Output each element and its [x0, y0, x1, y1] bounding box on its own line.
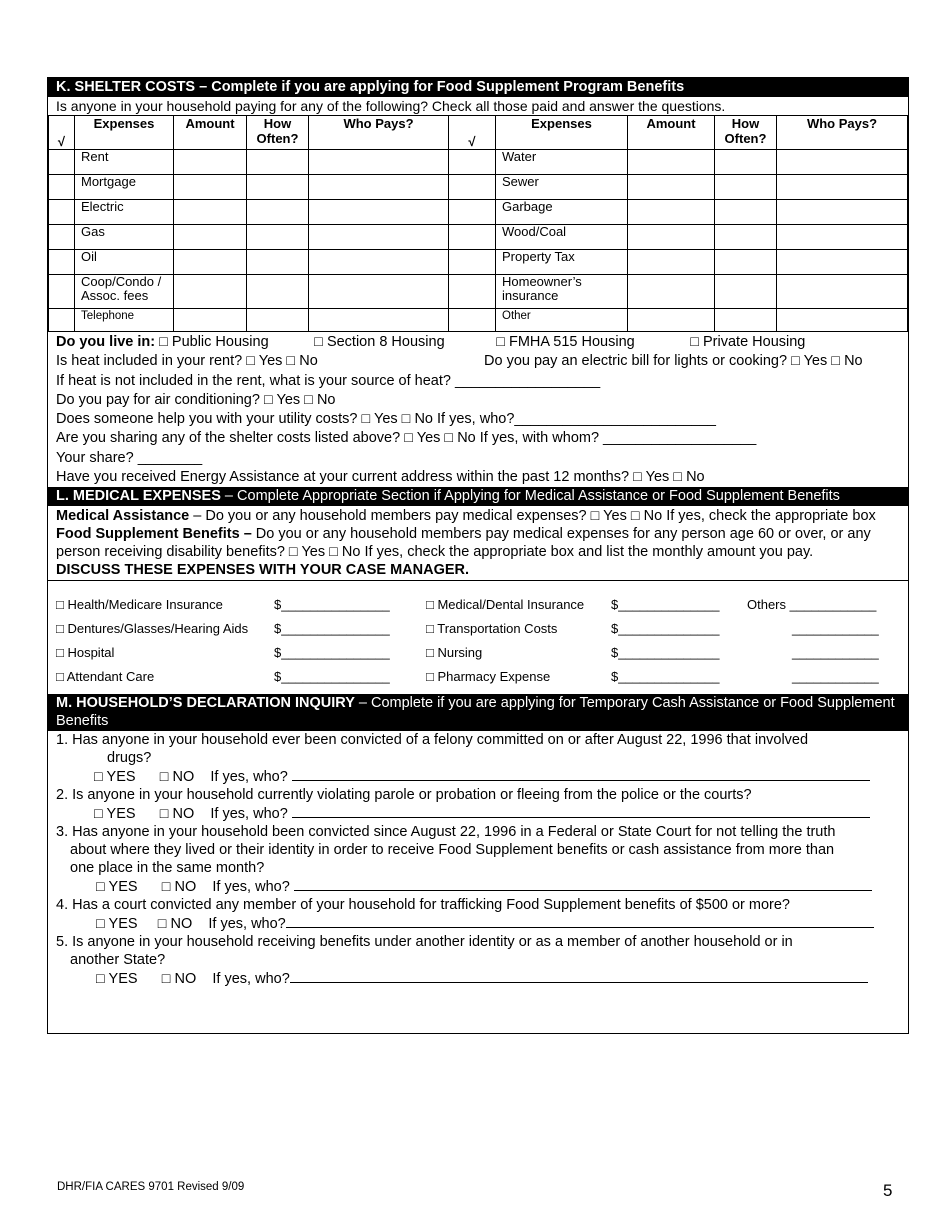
- amount-cell[interactable]: [628, 309, 715, 332]
- who-pays-cell[interactable]: [777, 200, 908, 225]
- header-amount: Amount: [628, 116, 715, 150]
- air-conditioning-question[interactable]: Do you pay for air conditioning? □ Yes □ No: [56, 391, 336, 408]
- question-1-cont: drugs?: [107, 750, 152, 767]
- amount-cell[interactable]: [174, 200, 247, 225]
- question-3-cont: about where they lived or their identity in order to receive Food Supplement benefits or cash assistance from more than: [70, 842, 835, 859]
- amount-cell[interactable]: [174, 250, 247, 275]
- how-often-cell[interactable]: [715, 200, 777, 225]
- others-field[interactable]: Others ____________: [747, 597, 877, 613]
- who-pays-cell[interactable]: [309, 175, 449, 200]
- nursing-checkbox[interactable]: □ Nursing: [426, 645, 483, 661]
- section-l-title-bold: L. MEDICAL EXPENSES: [56, 488, 221, 505]
- q2-yes[interactable]: □ YES: [94, 806, 136, 823]
- expense-label: Mortgage: [75, 175, 174, 200]
- fmha-option[interactable]: □ FMHA 515 Housing: [496, 334, 635, 350]
- how-often-cell[interactable]: [247, 250, 309, 275]
- how-often-cell[interactable]: [247, 275, 309, 309]
- who-pays-cell[interactable]: [777, 275, 908, 309]
- dentures-glasses-checkbox[interactable]: □ Dentures/Glasses/Hearing Aids: [56, 621, 249, 637]
- q5-who-label: If yes, who?: [212, 971, 290, 988]
- check-cell[interactable]: [449, 200, 496, 225]
- check-cell[interactable]: [49, 275, 75, 309]
- amount-cell[interactable]: [628, 250, 715, 275]
- others-field[interactable]: ____________: [792, 621, 879, 637]
- q1-who-label: If yes, who?: [210, 769, 288, 786]
- q5-yes[interactable]: □ YES: [96, 971, 138, 988]
- question-4: 4. Has a court convicted any member of your household for trafficking Food Supplement benefits of $500 or more?: [56, 897, 790, 914]
- expense-label: Telephone: [75, 309, 174, 332]
- section-l-title-rest: – Complete Appropriate Section if Applying for Medical Assistance or Food Supplement Benefits: [220, 488, 840, 505]
- energy-assistance-question[interactable]: Have you received Energy Assistance at your current address within the past 12 months? □ Yes □ No: [56, 469, 705, 486]
- pharmacy-checkbox[interactable]: □ Pharmacy Expense: [426, 669, 551, 685]
- q2-who-label: If yes, who?: [210, 806, 288, 823]
- question-2: 2. Is anyone in your household currently violating parole or probation or fleeing from the police or the courts?: [56, 787, 752, 804]
- expense-label: Property Tax: [496, 250, 628, 275]
- others-field[interactable]: ____________: [792, 669, 879, 685]
- amount-field[interactable]: $_______________: [274, 621, 390, 637]
- how-often-cell[interactable]: [715, 150, 777, 175]
- how-often-cell[interactable]: [247, 309, 309, 332]
- expense-label: Rent: [75, 150, 174, 175]
- how-often-cell[interactable]: [715, 250, 777, 275]
- expense-label: Oil: [75, 250, 174, 275]
- utility-help-question[interactable]: Does someone help you with your utility costs? □ Yes □ No If yes, who?_________________________: [56, 411, 716, 428]
- amount-cell[interactable]: [628, 200, 715, 225]
- amount-field[interactable]: $_______________: [274, 645, 390, 661]
- q3-no[interactable]: □ NO: [161, 879, 197, 896]
- expense-label: Garbage: [496, 200, 628, 225]
- check-header-left: √: [49, 116, 75, 150]
- food-supplement-label: Food Supplement Benefits –: [56, 526, 252, 543]
- q3-yes[interactable]: □ YES: [96, 879, 138, 896]
- section-l-title: [48, 487, 908, 506]
- who-pays-cell[interactable]: [309, 225, 449, 250]
- form-frame: [47, 77, 909, 1034]
- who-pays-cell[interactable]: [309, 309, 449, 332]
- live-in-label: Do you live in:: [56, 334, 156, 350]
- check-cell[interactable]: [49, 175, 75, 200]
- how-often-cell[interactable]: [247, 225, 309, 250]
- q4-yes[interactable]: □ YES: [96, 916, 138, 933]
- hospital-checkbox[interactable]: □ Hospital: [56, 645, 115, 661]
- question-2-answer: [56, 804, 900, 823]
- expense-label: Electric: [75, 200, 174, 225]
- heat-source-question[interactable]: If heat is not included in the rent, what is your source of heat? __________________: [56, 372, 601, 389]
- declaration-questions: [48, 731, 908, 988]
- amount-field[interactable]: $______________: [611, 597, 720, 613]
- how-often-cell[interactable]: [247, 150, 309, 175]
- private-housing-option[interactable]: □ Private Housing: [690, 334, 806, 350]
- question-3: 3. Has anyone in your household been convicted since August 22, 1996 in a Federal or State Court for not telling the truth: [56, 824, 836, 841]
- header-amount: Amount: [174, 116, 247, 150]
- how-often-cell[interactable]: [247, 200, 309, 225]
- heat-included-question[interactable]: Is heat included in your rent? □ Yes □ No: [56, 353, 318, 370]
- who-pays-cell[interactable]: [309, 250, 449, 275]
- expense-label: Other: [496, 309, 628, 332]
- header-who-pays: Who Pays?: [777, 116, 908, 150]
- who-pays-cell[interactable]: [309, 150, 449, 175]
- header-who-pays: Who Pays?: [309, 116, 449, 150]
- heat-electric-row: [48, 352, 908, 371]
- medical-assistance-label: Medical Assistance: [56, 508, 190, 525]
- who-pays-cell[interactable]: [309, 200, 449, 225]
- q5-no[interactable]: □ NO: [161, 971, 197, 988]
- live-in-question: [48, 333, 908, 352]
- question-5-answer: [56, 969, 900, 988]
- who-pays-cell[interactable]: [777, 309, 908, 332]
- amount-field[interactable]: $______________: [611, 645, 720, 661]
- q3-who-field[interactable]: [294, 877, 872, 891]
- others-field[interactable]: ____________: [792, 645, 879, 661]
- expense-label: Water: [496, 150, 628, 175]
- expense-label: Gas: [75, 225, 174, 250]
- check-cell[interactable]: [49, 200, 75, 225]
- question-3-cont2: one place in the same month?: [70, 860, 265, 877]
- amount-cell[interactable]: [628, 175, 715, 200]
- how-often-cell[interactable]: [715, 175, 777, 200]
- q2-no[interactable]: □ NO: [159, 806, 195, 823]
- amount-cell[interactable]: [174, 175, 247, 200]
- amount-cell[interactable]: [628, 225, 715, 250]
- how-often-cell[interactable]: [715, 309, 777, 332]
- how-often-cell[interactable]: [247, 175, 309, 200]
- section8-option[interactable]: □ Section 8 Housing: [314, 334, 445, 350]
- food-supplement-text: [48, 525, 908, 561]
- amount-cell[interactable]: [174, 275, 247, 309]
- section-k-intro: Is anyone in your household paying for any of the following? Check all those paid and answer the questions.: [56, 98, 726, 114]
- header-how-often: How Often?: [247, 116, 309, 150]
- medical-dental-checkbox[interactable]: □ Medical/Dental Insurance: [426, 597, 585, 613]
- food-supplement-question[interactable]: Do you or any household members pay medical expenses for any person age 60 or over, or any person receiving disability benefits? □ Yes □ No If yes, check the appropriate box and list the monthly amount you pay.: [56, 526, 871, 561]
- medical-expense-grid: [48, 580, 908, 694]
- question-5: 5. Is anyone in your household receiving benefits under another identity or as a member of another household or in: [56, 934, 793, 951]
- question-1-answer: [56, 767, 900, 786]
- public-housing-option[interactable]: □ Public Housing: [159, 334, 269, 350]
- transportation-checkbox[interactable]: □ Transportation Costs: [426, 621, 558, 637]
- how-often-cell[interactable]: [715, 225, 777, 250]
- check-cell[interactable]: [449, 225, 496, 250]
- check-cell[interactable]: [449, 150, 496, 175]
- amount-cell[interactable]: [174, 225, 247, 250]
- expense-label: Coop/Condo / Assoc. fees: [75, 275, 174, 309]
- q1-who-field[interactable]: [292, 767, 870, 781]
- expense-label: Homeowner’s insurance: [496, 275, 628, 309]
- medical-assistance-text: [48, 506, 908, 525]
- question-1: 1. Has anyone in your household ever been convicted of a felony committed on or after August 22, 1996 that involved: [56, 732, 809, 749]
- check-cell[interactable]: [49, 225, 75, 250]
- sharing-costs-question[interactable]: Are you sharing any of the shelter costs listed above? □ Yes □ No If yes, with whom? ___________________: [56, 430, 757, 447]
- who-pays-cell[interactable]: [777, 150, 908, 175]
- q4-who-field[interactable]: [286, 914, 874, 928]
- q3-who-label: If yes, who?: [212, 879, 290, 896]
- shelter-costs-table: [48, 115, 908, 332]
- section-m-title-rest: – Complete if you are applying for Temporary Cash Assistance or Food Supplement Benefits: [56, 695, 895, 729]
- q4-who-label: If yes, who?: [208, 916, 286, 933]
- amount-field[interactable]: $_______________: [274, 597, 390, 613]
- amount-cell[interactable]: [174, 150, 247, 175]
- your-share-question[interactable]: Your share? ________: [56, 449, 203, 466]
- check-cell[interactable]: [449, 175, 496, 200]
- who-pays-cell[interactable]: [777, 250, 908, 275]
- amount-field[interactable]: $______________: [611, 621, 720, 637]
- q4-no[interactable]: □ NO: [157, 916, 193, 933]
- section-m-title-bold: M. HOUSEHOLD’S DECLARATION INQUIRY: [56, 695, 355, 712]
- expense-label: Wood/Coal: [496, 225, 628, 250]
- question-5-cont: another State?: [70, 952, 166, 969]
- q1-yes[interactable]: □ YES: [94, 769, 136, 786]
- amount-field[interactable]: $_______________: [274, 669, 390, 685]
- q2-who-field[interactable]: [292, 804, 870, 818]
- section-k-title: K. SHELTER COSTS – Complete if you are applying for Food Supplement Program Benefits: [48, 78, 908, 97]
- section-m-title: [48, 694, 908, 731]
- question-4-answer: [56, 914, 900, 933]
- header-expenses: Expenses: [496, 116, 628, 150]
- who-pays-cell[interactable]: [777, 175, 908, 200]
- electric-bill-question[interactable]: Do you pay an electric bill for lights or cooking? □ Yes □ No: [484, 353, 863, 370]
- header-how-often: How Often?: [715, 116, 777, 150]
- page-number: 5: [883, 1181, 893, 1200]
- amount-field[interactable]: $______________: [611, 669, 720, 685]
- q1-no[interactable]: □ NO: [159, 769, 195, 786]
- who-pays-cell[interactable]: [777, 225, 908, 250]
- expense-label: Sewer: [496, 175, 628, 200]
- who-pays-cell[interactable]: [309, 275, 449, 309]
- amount-cell[interactable]: [174, 309, 247, 332]
- check-header-right: √: [449, 116, 496, 150]
- how-often-cell[interactable]: [715, 275, 777, 309]
- header-expenses: Expenses: [75, 116, 174, 150]
- attendant-care-checkbox[interactable]: □ Attendant Care: [56, 669, 155, 685]
- check-cell[interactable]: [449, 275, 496, 309]
- medical-assistance-question[interactable]: – Do you or any household members pay medical expenses? □ Yes □ No If yes, check the appropriate box: [189, 508, 876, 525]
- amount-cell[interactable]: [628, 150, 715, 175]
- check-cell[interactable]: [49, 250, 75, 275]
- question-3-answer: [56, 877, 900, 896]
- amount-cell[interactable]: [628, 275, 715, 309]
- check-cell[interactable]: [49, 309, 75, 332]
- form-identifier: DHR/FIA CARES 9701 Revised 9/09: [57, 1181, 245, 1193]
- check-cell[interactable]: [449, 309, 496, 332]
- check-cell[interactable]: [49, 150, 75, 175]
- check-cell[interactable]: [449, 250, 496, 275]
- discuss-notice: DISCUSS THESE EXPENSES WITH YOUR CASE MANAGER.: [56, 562, 470, 579]
- q5-who-field[interactable]: [290, 969, 868, 983]
- health-medicare-checkbox[interactable]: □ Health/Medicare Insurance: [56, 597, 223, 613]
